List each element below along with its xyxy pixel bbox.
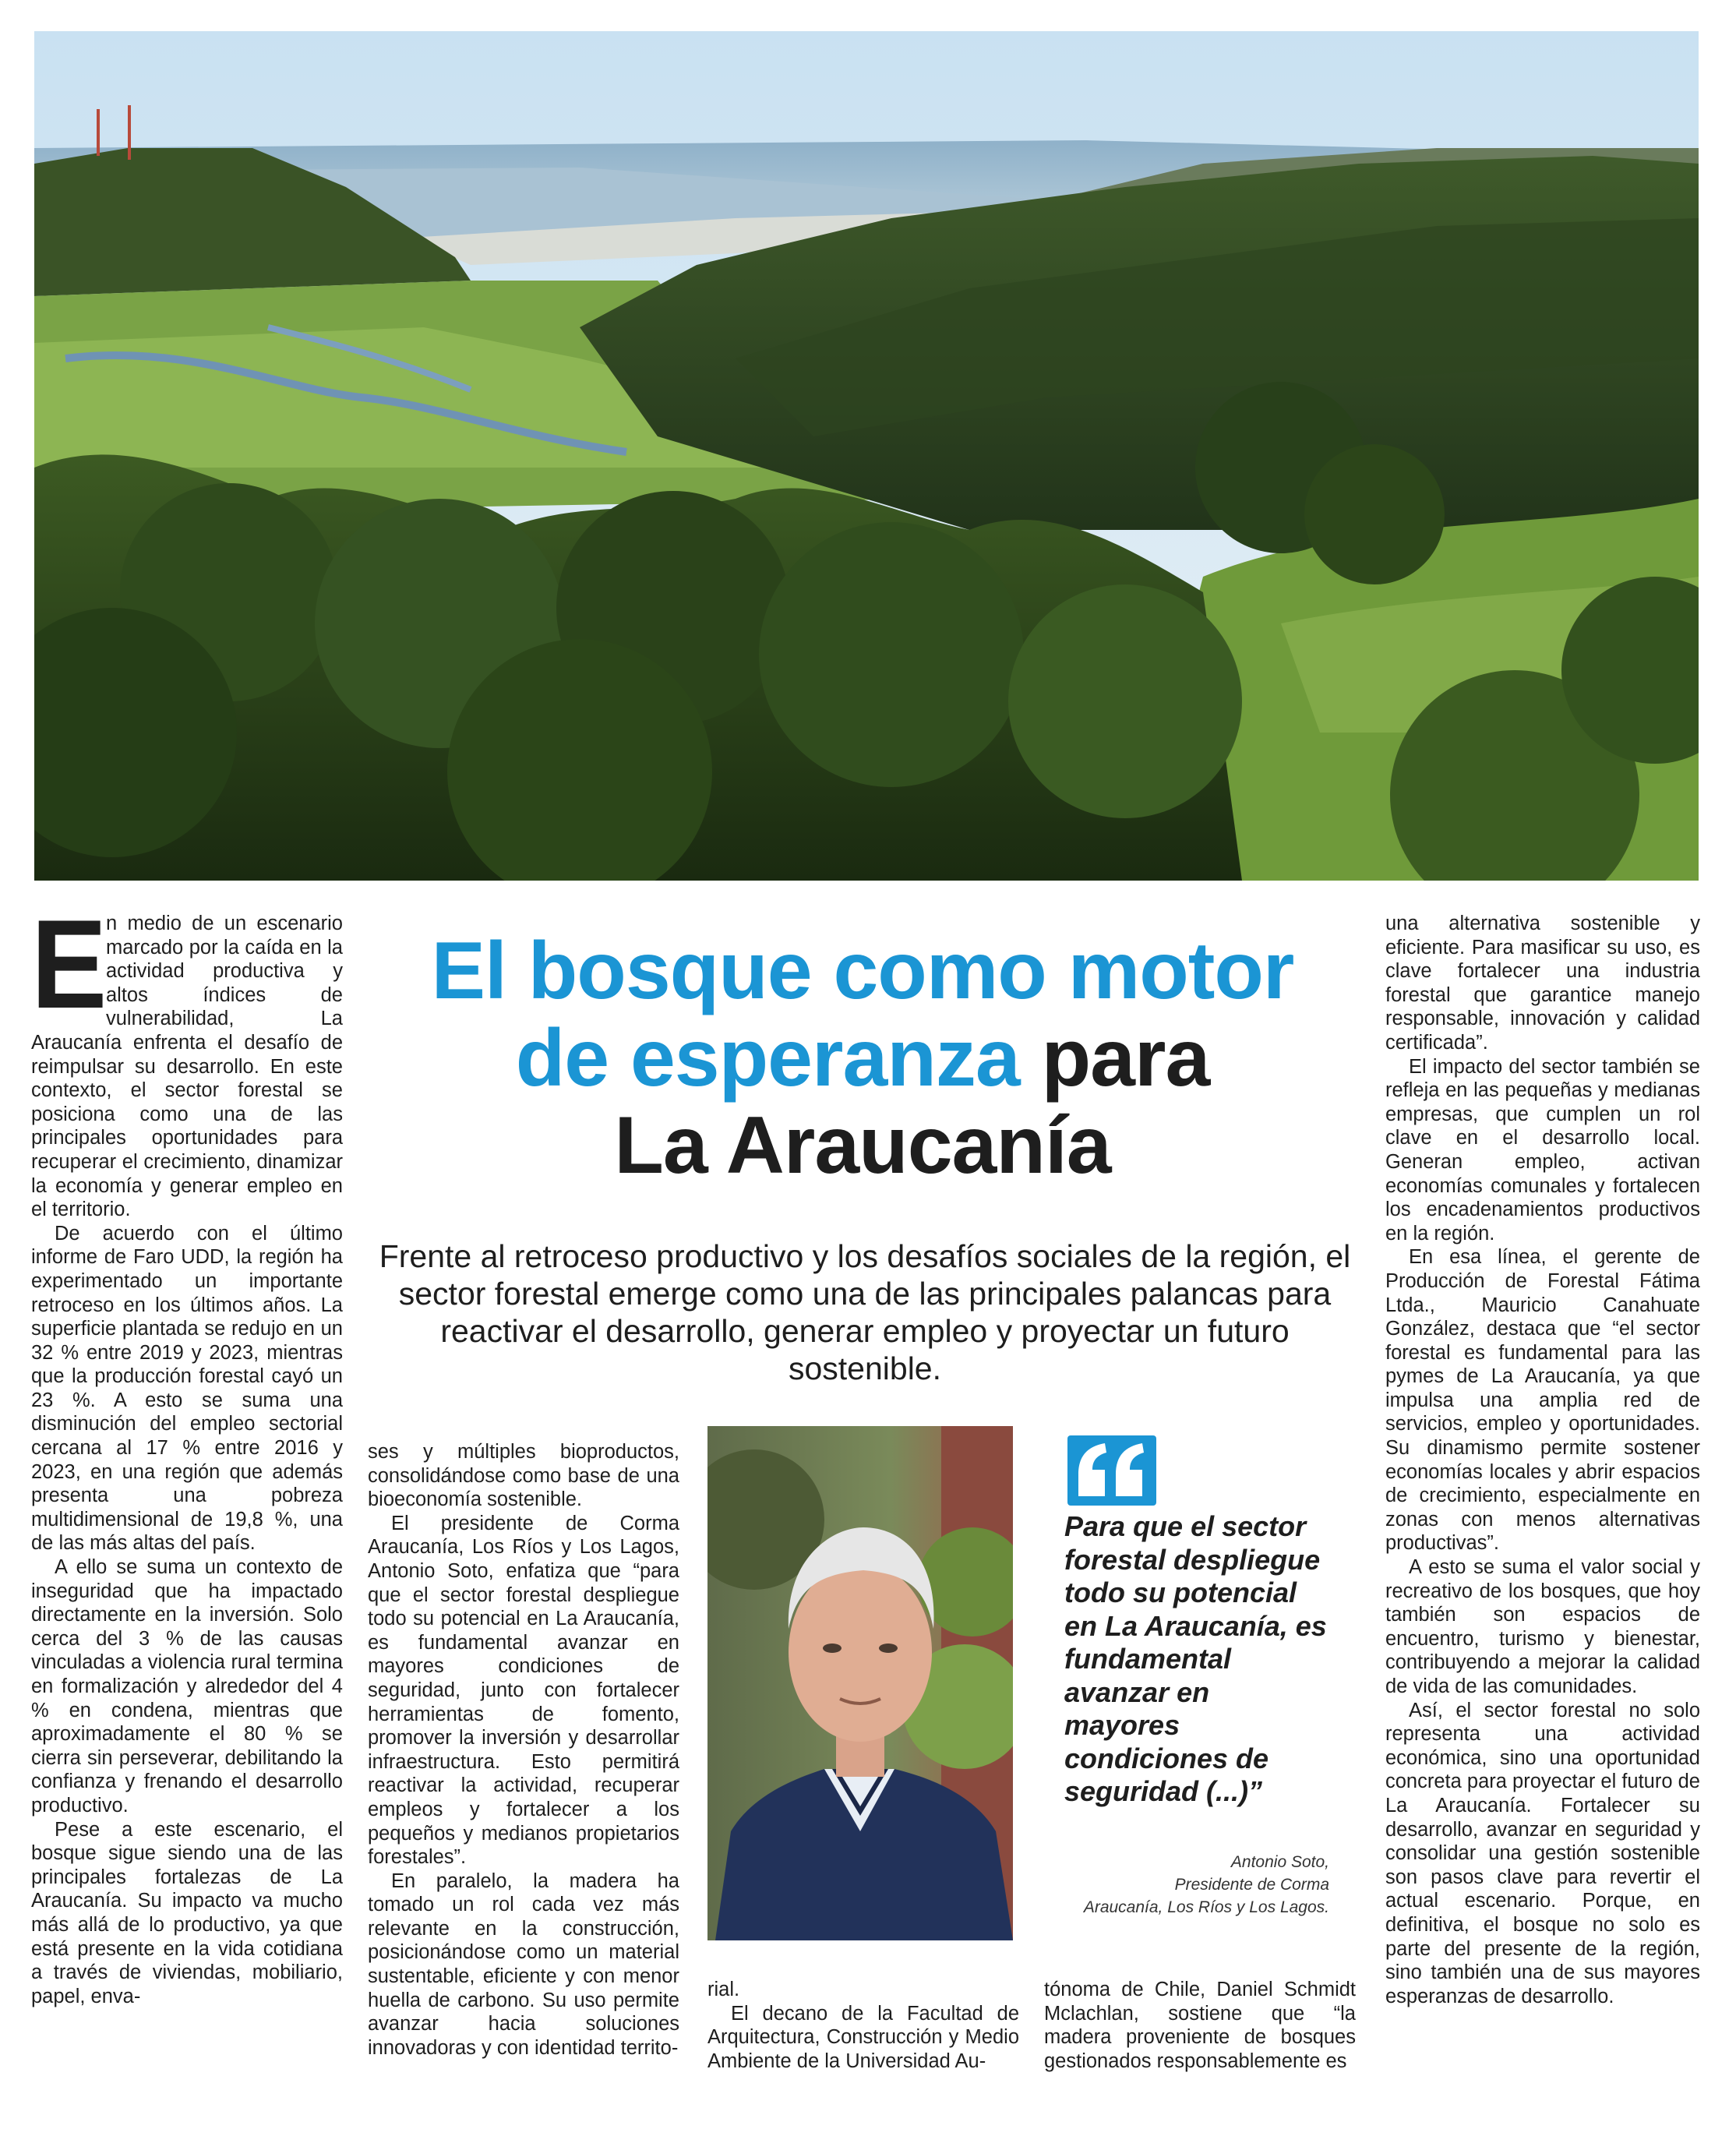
headline <box>360 927 1365 1189</box>
paragraph: Pese a este escenario, el bosque sigue siendo una de las principales fortalezas de La Araucanía. Su impacto va mucho más allá de lo productivo, ya que está presente en la vida cotidiana a través de viviendas, mobiliario, papel, enva- <box>31 1818 343 2007</box>
headline-blue-part: de esperanza <box>515 1013 1020 1103</box>
article-column-3 <box>707 1978 1019 2073</box>
paragraph: El presidente de Corma Araucanía, Los Ríos y Los Lagos, Antonio Soto, enfatiza que “para que el sector forestal despliegue todo su potencial en La Araucanía, es fundamental avanzar en mayores condiciones de seguridad, junto con fortalecer herramientas de fomento, promover la inversión y desarrollar infraestructura. Esto permitirá reactivar la actividad, recuperar empleos y fortalecer a los pequeños y medianos propietarios forestales”. <box>368 1512 679 1869</box>
paragraph: A ello se suma un contexto de inseguridad que ha impactado directamente en la inversión. Solo cerca del 3 % de las causas vinculadas a violencia rural termina en formalización y alrededor del 4 % en condena, mientras que aproximadamente el 80 % se cierra sin perseverar, debilitando la confianza y frenando el desarrollo productivo. <box>31 1556 343 1817</box>
article-column-2 <box>368 1440 679 2060</box>
paragraph: De acuerdo con el último informe de Faro UDD, la región ha experimentado un importante retroceso en los últimos años. La superficie plantada se redujo en un 32 % entre 2019 y 2023, mientras que la producción forestal cayó un 23 %. A esto se suma una disminución del empleo sectorial cercana al 17 % entre 2016 y 2023, en una región que además presenta una pobreza multidimensional de 19,8 %, una de las más altas del país. <box>31 1222 343 1555</box>
headline-dark-part: para <box>1041 1013 1210 1103</box>
portrait-photo <box>707 1426 1013 1940</box>
paragraph: una alternativa sostenible y eficiente. Para masificar su uso, es clave fortalecer una industria forestal que garantice manejo responsable, innovación y calidad certificada”. <box>1385 913 1700 1054</box>
paragraph: ses y múltiples bioproductos, consolidándose como base de una bioeconomía sostenible. <box>368 1441 679 1511</box>
headline-line-3: La Araucanía <box>614 1100 1111 1191</box>
headline-line-2 <box>360 1015 1365 1102</box>
article-column-4 <box>1044 1978 1356 2073</box>
paragraph: El decano de la Facultad de Arquitectura, Construcción y Medio Ambiente de la Universidad Au- <box>707 2002 1019 2072</box>
paragraph: En esa línea, el gerente de Producción de Forestal Fátima Ltda., Mauricio Canahuate González, destaca que “el sector forestal es fundamental para las pymes de La Araucanía, ya que impulsa una amplia red de servicios, empleo y oportunidades. Su dinamismo permite sostener economías locales y abrir espacios de crecimiento, especialmente en zonas con menos alternativas productivas”. <box>1385 1246 1700 1555</box>
deck-subtitle: Frente al retroceso productivo y los desafíos sociales de la región, el sector forestal emerge como una de las principales palancas para reactivar el desarrollo, generar empleo y proyectar un futuro sostenible. <box>379 1238 1351 1386</box>
paragraph: En paralelo, la madera ha tomado un rol cada vez más relevante en la construcción, posicionándose como un material sustentable, eficiente y con menor huella de carbono. Su uso permite avanzar hacia soluciones innovadoras y con identidad territo- <box>368 1869 679 2059</box>
drop-cap: E <box>31 894 108 1035</box>
attribution-role: Araucanía, Los Ríos y Los Lagos. <box>1083 1898 1329 1916</box>
headline-line-1: El bosque como motor <box>431 926 1294 1016</box>
pull-quote: Para que el sector forestal despliegue todo su potencial en La Araucanía, es fundamental avanzar en mayores condiciones de seguridad (...)” <box>1064 1510 1327 1807</box>
attribution-role: Presidente de Corma <box>1174 1876 1329 1894</box>
article-column-5 <box>1385 912 1700 2008</box>
quote-mark-icon <box>1067 1435 1156 1506</box>
paragraph: rial. <box>707 1979 740 2000</box>
paragraph: tónoma de Chile, Daniel Schmidt Mclachlan, sostiene que “la madera proveniente de bosques gestionados responsablemente es <box>1044 1979 1356 2072</box>
landscape-photo <box>34 31 1699 881</box>
quote-attribution <box>1044 1851 1329 1919</box>
paragraph: A esto se suma el valor social y recreativo de los bosques, que hoy también son espacios de encuentro, turismo y bienestar, contribuyendo a mejorar la calidad de vida de las comunidades. <box>1385 1556 1700 1697</box>
paragraph: Así, el sector forestal no solo representa una actividad económica, sino una oportunidad concreta para proyectar el futuro de La Araucanía. Fortalecer su desarrollo, avanzar en seguridad y consolidar una gestión sostenible son pasos clave para revertir el actual escenario. Porque, en definitiva, el bosque no solo es parte del presente de la región, sino también una de sus mayores esperanzas de desarrollo. <box>1385 1699 1700 2007</box>
attribution-name: Antonio Soto, <box>1230 1853 1329 1871</box>
paragraph: n medio de un escenario marcado por la caída en la actividad productiva y altos índices de vulnerabilidad, La Araucanía enfrenta el desafío de reimpulsar su desarrollo. En este contexto, el sector forestal se posiciona como una de las principales oportunidades para recuperar el crecimiento, dinamizar la economía y generar empleo en el territorio. <box>31 913 343 1221</box>
paragraph: El impacto del sector también se refleja en las pequeñas y medianas empresas, que cumplen un rol clave en el desarrollo local. Generan empleo, activan economías comunales y fortalecen los encadenamientos productivos en la región. <box>1385 1055 1700 1245</box>
article-column-1 <box>31 894 343 2008</box>
